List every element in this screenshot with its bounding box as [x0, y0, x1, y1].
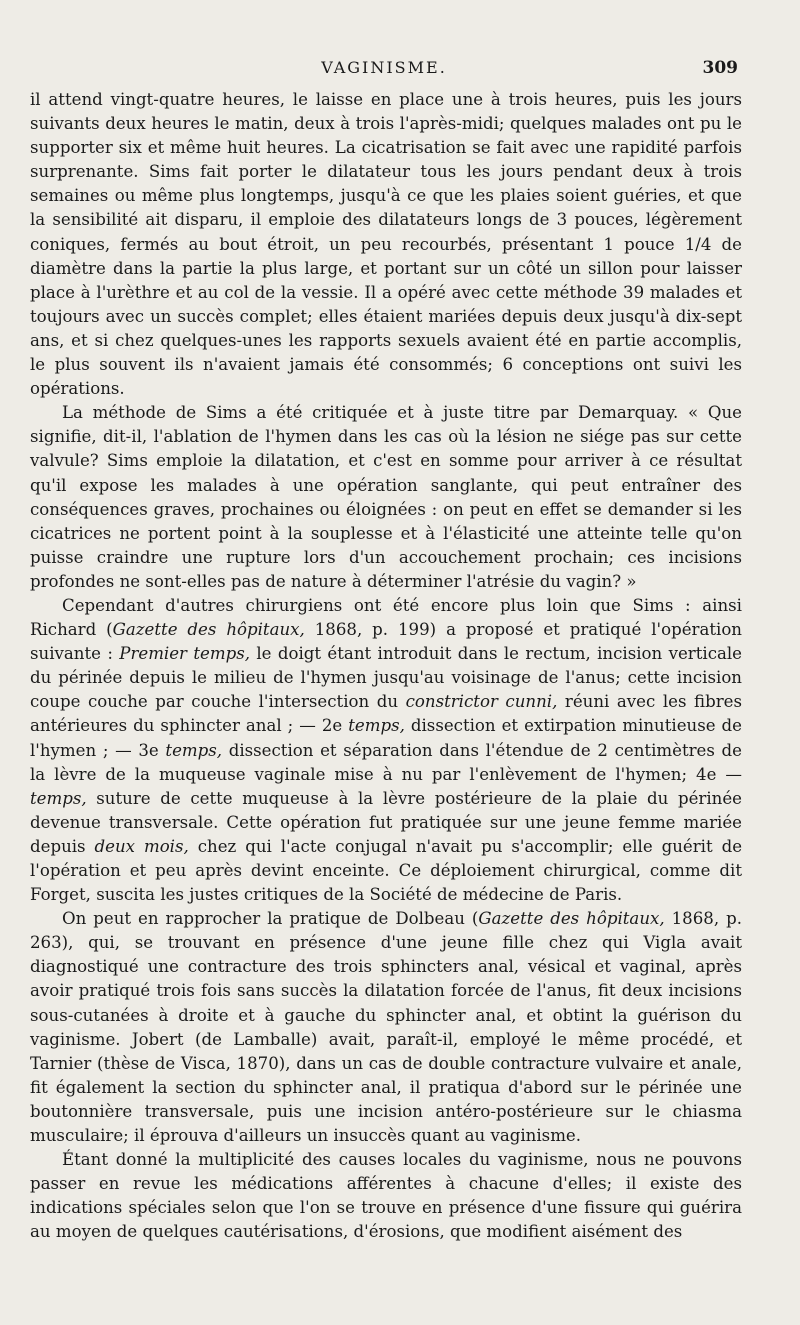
italic-text: temps, — [348, 716, 405, 736]
text-segment: 1868, p. 199) a proposé et pratiqué l'opération suivante : — [30, 620, 742, 664]
text-segment: chez qui l'acte conjugal n'avait pu s'accomplir; elle guérit de l'opération et peu après devint enceinte. Ce déploiement chirurgical, comme dit Forget, suscita les justes critiques de la Société de médecine de Paris. — [30, 836, 743, 905]
paragraph — [30, 88, 742, 401]
text-segment: suture de cette muqueuse à la lèvre postérieure de la plaie du périnée devenue transversale. Cette opération fut pratiquée sur une jeune femme mariée depuis — [30, 788, 742, 856]
text-segment: dissection et séparation dans l'étendue de 2 centimètres de la lèvre de la muqueuse vaginale mise à nu par l'enlèvement de l'hymen; 4e — — [30, 740, 742, 784]
italic-text: deux mois, — [94, 836, 189, 856]
text-segment: Étant donné la multiplicité des causes locales du vaginisme, nous ne pouvons passer en revue les médications afférentes à chacune d'elles; il existe des indications spéciales selon que l'on se trouve en présence d'une fissure qui guérira au moyen de quelques cautérisations, d'érosions, que modifient aisément des — [30, 1150, 742, 1242]
italic-text: temps, — [30, 788, 87, 808]
page-header — [30, 58, 738, 82]
italic-text: temps, — [165, 740, 223, 760]
italic-text: Premier temps, — [119, 644, 250, 664]
text-segment: La méthode de Sims a été critiquée et à juste titre par Demarquay. « Que signifie, dit-il, l'ablation de l'hymen dans les cas où la lésion ne siége pas sur cette valvule? Sims emploie la dilatation, et c'est en somme pour arriver à ce résultat qu'il expose les malades à une opération sanglante, qui peut entraîner des conséquences graves, prochaines ou éloignées : on peut en effet se demander si les cicatrices ne portent point à la souplesse et à l'élasticité une atteinte telle qu'on puisse craindre une rupture lors d'un accouchement prochain; ces incisions profondes ne sont-elles pas de nature à déterminer l'atrésie du vagin? » — [30, 403, 742, 591]
text-segment: il attend vingt-quatre heures, le laisse en place une à trois heures, puis les jours suivants deux heures le matin, deux à trois l'après-midi; quelques malades ont pu le supporter six et même huit heures. La cicatrisation se fait avec une rapidité parfois surprenante. Sims fait porter le dilatateur tous les jours pendant deux à trois semaines ou même plus longtemps, jusqu'à ce que les plaies soient guéries, et que la sensibilité ait disparu, il emploie des dilatateurs longs de 3 pouces, légèrement coniques, fermés au bout étroit, un peu recourbés, présentant 1 pouce 1/4 de diamètre dans la partie la plus large, et portant sur un côté un sillon pour laisser place à l'urèthre et au col de la vessie. Il a opéré avec cette méthode 39 malades et toujours avec un succès complet; elles étaient mariées depuis deux jusqu'à dix-sept ans, et si chez quelques-unes les rapports sexuels avaient été en partie accomplis, le plus souvent ils n'avaient jamais été consommés; 6 conceptions ont suivi les opérations. — [30, 90, 742, 399]
text-segment: 1868, p. 263), qui, se trouvant en présence d'une jeune fille chez qui Vigla avait diagnostiqué une contracture des trois sphincters anal, vésical et vaginal, après avoir pratiqué trois fois sans succès la dilatation forcée de l'anus, fit deux incisions sous-cutanées à droite et à gauche du sphincter anal, et obtint la guérison du vaginisme. Jobert (de Lamballe) avait, paraît-il, employé le même procédé, et Tarnier (thèse de Visca, 1870), dans un cas de double contracture vulvaire et anale, fit également la section du sphincter anal, il pratiqua d'abord sur le périnée une boutonnière transversale, puis une incision antéro-postérieure sur le chiasma musculaire; il éprouva d'ailleurs un insuccès quant au vaginisme. — [30, 909, 743, 1146]
italic-text: constrictor cunni, — [405, 692, 558, 712]
text-segment: le doigt étant introduit dans le rectum, incision verticale du périnée depuis le milieu de l'hymen jusqu'au voisinage de l'anus; cette incision coupe couche par couche l'intersection du — [30, 644, 743, 712]
text-segment: réuni avec les fibres antérieures du sphincter anal ; — 2e — [30, 692, 742, 736]
paragraph — [30, 907, 742, 1148]
paragraph — [30, 594, 742, 907]
paragraph — [30, 1148, 742, 1244]
paragraph — [30, 401, 742, 594]
text-segment: dissection et extirpation minutieuse de l'hymen ; — 3e — [30, 716, 742, 760]
running-title: VAGINISME. — [321, 58, 447, 77]
italic-text: Gazette des hôpitaux, — [478, 909, 665, 929]
text-segment: Cependant d'autres chirurgiens ont été encore plus loin que Sims : ainsi Richard ( — [30, 595, 742, 640]
page-number: 309 — [702, 58, 738, 78]
text-segment: On peut en rapprocher la pratique de Dolbeau ( — [62, 909, 479, 929]
body-text — [30, 88, 742, 1245]
italic-text: Gazette des hôpitaux, — [112, 620, 305, 640]
